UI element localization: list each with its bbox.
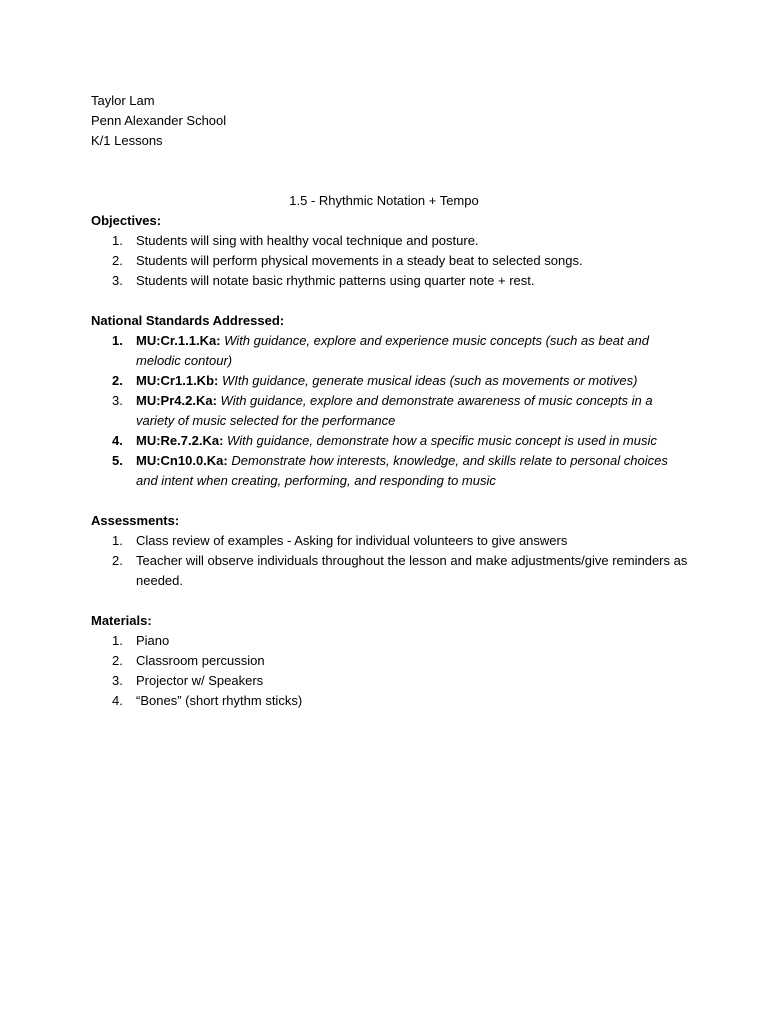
standards-section <box>91 311 691 491</box>
objective-text: Students will sing with healthy vocal technique and posture. <box>136 233 479 248</box>
standard-description: Demonstrate how interests, knowledge, and skills relate to personal choices and intent when creating, performing, and responding to music <box>136 453 668 488</box>
list-number: 3. <box>112 393 123 408</box>
school-name: Penn Alexander School <box>91 113 227 128</box>
standard-description: With guidance, explore and experience music concepts (such as beat and melodic contour) <box>136 333 649 368</box>
list-item <box>91 231 691 251</box>
list-item <box>91 391 691 431</box>
standard-description: With guidance, explore and demonstrate awareness of music concepts in a variety of music selected for the performance <box>136 393 653 428</box>
objectives-list <box>91 231 691 291</box>
material-text: Classroom percussion <box>136 653 265 668</box>
assessments-section <box>91 511 691 591</box>
assessments-list <box>91 531 691 591</box>
list-item <box>91 331 691 371</box>
objectives-heading: Objectives: <box>91 213 162 228</box>
list-number: 4. <box>112 693 123 708</box>
list-number: 2. <box>112 253 123 268</box>
assessment-text: Teacher will observe individuals throughout the lesson and make adjustments/give reminders as needed. <box>136 553 688 588</box>
list-item <box>91 651 691 671</box>
objective-text: Students will notate basic rhythmic patterns using quarter note + rest. <box>136 273 535 288</box>
materials-heading: Materials: <box>91 613 152 628</box>
standard-code: MU:Cn10.0.Ka: <box>136 453 228 468</box>
standard-code: MU:Cr.1.1.Ka: <box>136 333 221 348</box>
list-item <box>91 271 691 291</box>
list-number: 1. <box>112 533 123 548</box>
list-number: 1. <box>112 333 123 348</box>
list-number: 2. <box>112 373 123 388</box>
list-number: 2. <box>112 653 123 668</box>
assessments-heading: Assessments: <box>91 513 180 528</box>
objective-text: Students will perform physical movements in a steady beat to selected songs. <box>136 253 583 268</box>
list-number: 1. <box>112 633 123 648</box>
standards-heading: National Standards Addressed: <box>91 313 285 328</box>
material-text: “Bones” (short rhythm sticks) <box>136 693 303 708</box>
list-item <box>91 551 691 591</box>
list-item <box>91 251 691 271</box>
standard-description: With guidance, demonstrate how a specific music concept is used in music <box>227 433 657 448</box>
objectives-section <box>91 211 691 291</box>
standard-code: MU:Re.7.2.Ka: <box>136 433 224 448</box>
document-header <box>91 91 226 151</box>
document-body <box>91 211 691 731</box>
list-item <box>91 371 691 391</box>
list-number: 1. <box>112 233 123 248</box>
list-item <box>91 691 691 711</box>
lesson-title: 1.5 - Rhythmic Notation + Tempo <box>289 193 479 208</box>
list-item <box>91 631 691 651</box>
list-number: 4. <box>112 433 123 448</box>
list-number: 5. <box>112 453 123 468</box>
standard-description: WIth guidance, generate musical ideas (such as movements or motives) <box>221 373 638 388</box>
standards-list <box>91 331 691 491</box>
list-item <box>91 451 691 491</box>
assessment-text: Class review of examples - Asking for individual volunteers to give answers <box>136 533 568 548</box>
standard-code: MU:Cr1.1.Kb: <box>136 373 219 388</box>
author-name: Taylor Lam <box>91 93 155 108</box>
material-text: Projector w/ Speakers <box>136 673 264 688</box>
list-item <box>91 531 691 551</box>
list-item <box>91 671 691 691</box>
standard-code: MU:Pr4.2.Ka: <box>136 393 217 408</box>
list-number: 3. <box>112 273 123 288</box>
materials-list <box>91 631 691 711</box>
materials-section <box>91 611 691 711</box>
list-item <box>91 431 691 451</box>
list-number: 2. <box>112 553 123 568</box>
grade-level: K/1 Lessons <box>91 133 163 148</box>
list-number: 3. <box>112 673 123 688</box>
material-text: Piano <box>136 633 170 648</box>
